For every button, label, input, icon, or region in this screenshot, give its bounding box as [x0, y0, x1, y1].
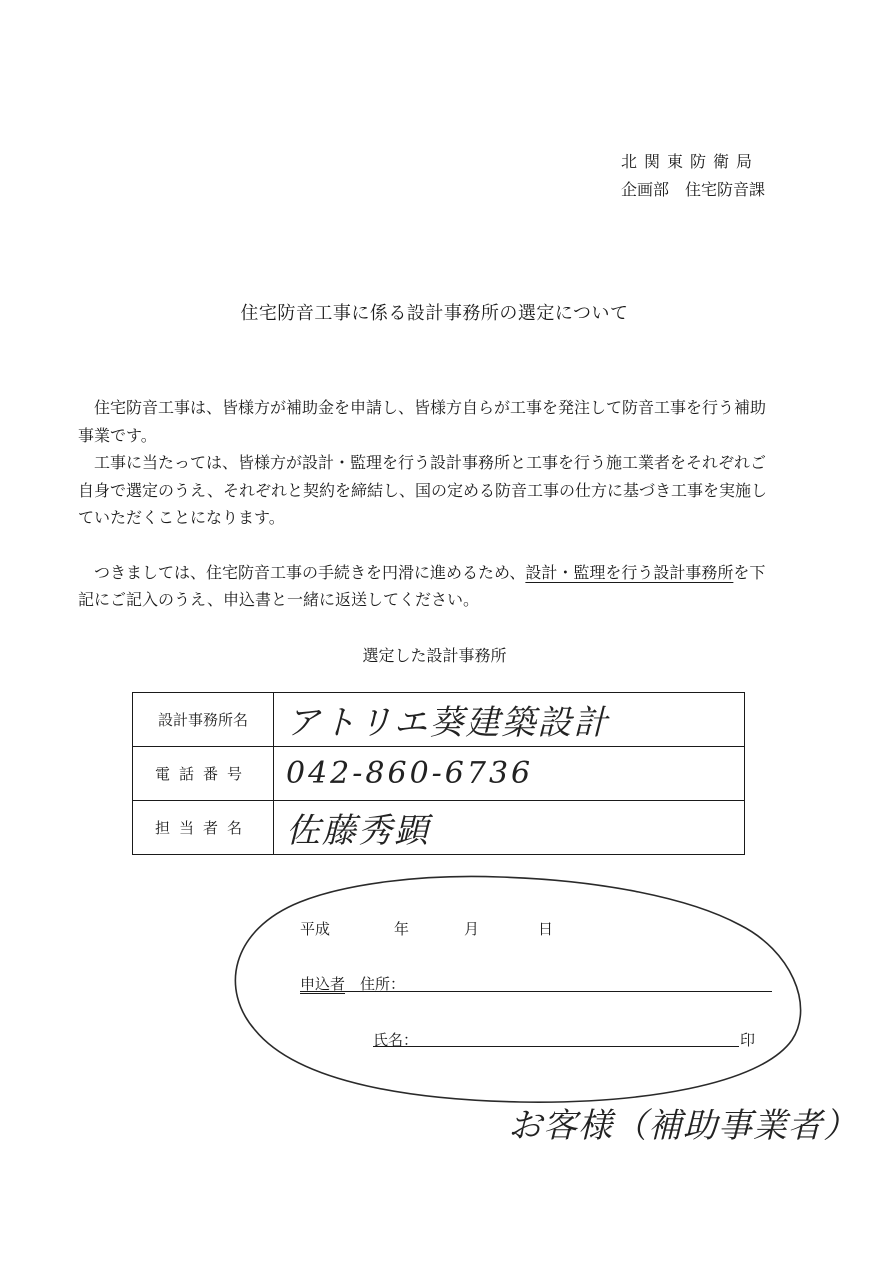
office-name-label: 設計事務所名 [133, 693, 274, 747]
phone-label: 電話番号 [133, 747, 274, 801]
handwritten-note: お客様（補助事業者） [508, 1106, 858, 1146]
day-label: 日 [538, 920, 554, 938]
applicant-label: 申込者 [300, 975, 346, 993]
date-row [300, 918, 553, 939]
paragraph-3-underlined: 設計・監理を行う設計事務所 [525, 562, 734, 582]
document-title: 住宅防音工事に係る設計事務所の選定について [240, 303, 629, 324]
office-name-value: アトリエ葵建築設計 [274, 693, 745, 747]
paragraph-3-end: を下記にご記入のうえ、申込書と一緒に返送してください。 [78, 562, 766, 609]
era-label: 平成 [300, 920, 331, 938]
contact-person-label: 担当者名 [133, 801, 274, 855]
contact-person-value: 佐藤秀顕 [274, 801, 745, 855]
seal-mark: 印 [740, 1031, 756, 1049]
table-caption: 選定した設計事務所 [362, 646, 507, 665]
name-label: 氏名： [373, 1031, 419, 1049]
name-field [373, 1046, 739, 1047]
address-field [300, 991, 772, 992]
sender-department: 北関東防衛局 [620, 152, 759, 171]
address-label: 住所： [360, 975, 406, 993]
sender-section: 企画部 住宅防音課 [620, 180, 765, 199]
month-label: 月 [464, 920, 480, 938]
paragraph-2: 工事に当たっては、皆様方が設計・監理を行う設計事務所と工事を行う施工業者をそれぞれご自身で選定のうえ、それぞれと契約を締結し、国の定める防音工事の仕方に基づき工事を実施していただくことになります。 [78, 453, 767, 527]
paragraph-3-start: つきましては、住宅防音工事の手続きを円滑に進めるため、 [94, 562, 526, 582]
year-label: 年 [394, 920, 410, 938]
phone-value: 042-860-6736 [274, 747, 745, 801]
paragraph-1: 住宅防音工事は、皆様方が補助金を申請し、皆様方自らが工事を発注して防音工事を行う補助事業です。 [78, 398, 767, 445]
